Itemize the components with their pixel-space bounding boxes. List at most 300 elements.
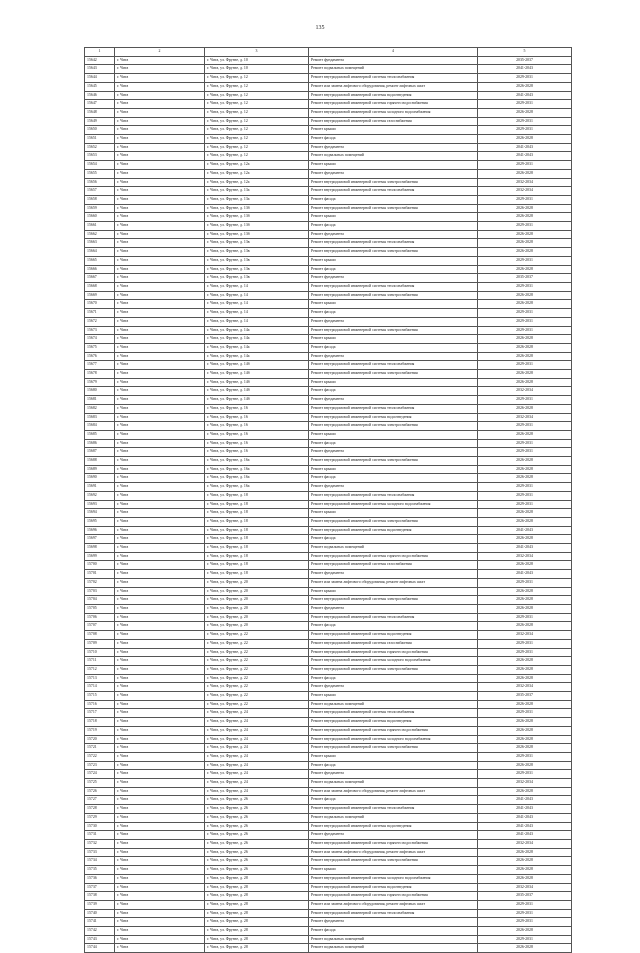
cell-number: 15694 (85, 509, 115, 518)
cell-work-type: Ремонт фасада (309, 439, 478, 448)
table-row (85, 100, 572, 109)
table-row (85, 726, 572, 735)
cell-number: 15671 (85, 309, 115, 318)
cell-number: 15665 (85, 256, 115, 265)
cell-address: г. Чита, ул. Фрунзе, д. 16а (205, 465, 309, 474)
cell-period: 2041-2043 (478, 65, 572, 74)
table-row (85, 631, 572, 640)
cell-address: г. Чита, ул. Фрунзе, д. 13в (205, 256, 309, 265)
cell-number: 15698 (85, 544, 115, 553)
cell-address: г. Чита, ул. Фрунзе, д. 12а (205, 178, 309, 187)
table-header-row (85, 48, 572, 57)
cell-period: 2032-2034 (478, 178, 572, 187)
table-row (85, 352, 572, 361)
cell-number: 15659 (85, 204, 115, 213)
cell-period: 2026-2028 (478, 430, 572, 439)
cell-period: 2026-2028 (478, 291, 572, 300)
table-row (85, 718, 572, 727)
cell-number: 15679 (85, 378, 115, 387)
cell-municipality: г. Чита (115, 82, 205, 91)
cell-address: г. Чита, ул. Фрунзе, д. 22 (205, 700, 309, 709)
cell-work-type: Ремонт крыши (309, 587, 478, 596)
table-row (85, 613, 572, 622)
table-row (85, 422, 572, 431)
column-header-work-type: 4 (309, 48, 478, 57)
cell-period: 2026-2028 (478, 82, 572, 91)
cell-work-type: Ремонт внутридомовой инженерной системы электроснабжения (309, 422, 478, 431)
cell-number: 15708 (85, 631, 115, 640)
cell-period: 2029-2031 (478, 222, 572, 231)
table-row (85, 404, 572, 413)
cell-number: 15742 (85, 927, 115, 936)
cell-work-type: Ремонт или замена лифтового оборудования, ремонт лифтовых шахт (309, 848, 478, 857)
cell-work-type: Ремонт внутридомовой инженерной системы электроснабжения (309, 857, 478, 866)
cell-municipality: г. Чита (115, 396, 205, 405)
cell-number: 15737 (85, 883, 115, 892)
cell-address: г. Чита, ул. Фрунзе, д. 10 (205, 65, 309, 74)
cell-municipality: г. Чита (115, 457, 205, 466)
cell-number: 15669 (85, 291, 115, 300)
table-body (85, 56, 572, 952)
cell-municipality: г. Чита (115, 448, 205, 457)
cell-work-type: Ремонт крыши (309, 256, 478, 265)
table-row (85, 700, 572, 709)
table-row (85, 430, 572, 439)
cell-number: 15723 (85, 761, 115, 770)
cell-address: г. Чита, ул. Фрунзе, д. 18 (205, 517, 309, 526)
cell-municipality: г. Чита (115, 222, 205, 231)
cell-period: 2035-2037 (478, 692, 572, 701)
cell-work-type: Ремонт крыши (309, 866, 478, 875)
cell-number: 15657 (85, 187, 115, 196)
cell-number: 15680 (85, 387, 115, 396)
cell-number: 15707 (85, 622, 115, 631)
cell-number: 15744 (85, 944, 115, 953)
cell-work-type: Ремонт фундамента (309, 683, 478, 692)
cell-period: 2032-2034 (478, 839, 572, 848)
table-row (85, 291, 572, 300)
cell-municipality: г. Чита (115, 639, 205, 648)
cell-work-type: Ремонт внутридомовой инженерной системы холодного водоснабжения (309, 874, 478, 883)
cell-municipality: г. Чита (115, 430, 205, 439)
cell-work-type: Ремонт крыши (309, 378, 478, 387)
cell-work-type: Ремонт фундамента (309, 770, 478, 779)
cell-municipality: г. Чита (115, 422, 205, 431)
table-row (85, 639, 572, 648)
cell-municipality: г. Чита (115, 491, 205, 500)
cell-address: г. Чита, ул. Фрунзе, д. 28 (205, 892, 309, 901)
table-row (85, 265, 572, 274)
cell-address: г. Чита, ул. Фрунзе, д. 12 (205, 100, 309, 109)
cell-municipality: г. Чита (115, 91, 205, 100)
cell-period: 2035-2037 (478, 56, 572, 65)
cell-address: г. Чита, ул. Фрунзе, д. 14б (205, 396, 309, 405)
cell-number: 15674 (85, 335, 115, 344)
cell-work-type: Ремонт внутридомовой инженерной системы водоотведения (309, 631, 478, 640)
cell-municipality: г. Чита (115, 317, 205, 326)
table-row (85, 474, 572, 483)
table-row (85, 692, 572, 701)
cell-work-type: Ремонт крыши (309, 430, 478, 439)
cell-period: 2026-2028 (478, 370, 572, 379)
cell-work-type: Ремонт крыши (309, 213, 478, 222)
table-row (85, 805, 572, 814)
cell-number: 15649 (85, 117, 115, 126)
cell-address: г. Чита, ул. Фрунзе, д. 24 (205, 787, 309, 796)
table-row (85, 483, 572, 492)
cell-work-type: Ремонт фасада (309, 796, 478, 805)
cell-number: 15731 (85, 831, 115, 840)
table-row (85, 552, 572, 561)
cell-work-type: Ремонт подвальных помещений (309, 152, 478, 161)
cell-address: г. Чита, ул. Фрунзе, д. 14б (205, 361, 309, 370)
table-row (85, 387, 572, 396)
cell-address: г. Чита, ул. Фрунзе, д. 28 (205, 935, 309, 944)
cell-work-type: Ремонт фасада (309, 135, 478, 144)
cell-work-type: Ремонт или замена лифтового оборудования, ремонт лифтовых шахт (309, 787, 478, 796)
column-header-number: 1 (85, 48, 115, 57)
cell-address: г. Чита, ул. Фрунзе, д. 13в (205, 239, 309, 248)
cell-municipality: г. Чита (115, 613, 205, 622)
cell-work-type: Ремонт фундамента (309, 169, 478, 178)
table-row (85, 570, 572, 579)
table-row (85, 152, 572, 161)
cell-period: 2026-2028 (478, 587, 572, 596)
cell-work-type: Ремонт внутридомовой инженерной системы теплоснабжения (309, 613, 478, 622)
cell-work-type: Ремонт внутридомовой инженерной системы горячего водоснабжения (309, 552, 478, 561)
cell-period: 2041-2043 (478, 91, 572, 100)
cell-work-type: Ремонт внутридомовой инженерной системы теплоснабжения (309, 361, 478, 370)
table-row (85, 335, 572, 344)
cell-period: 2026-2028 (478, 213, 572, 222)
cell-number: 15646 (85, 91, 115, 100)
cell-period: 2029-2031 (478, 483, 572, 492)
cell-municipality: г. Чита (115, 648, 205, 657)
cell-number: 15642 (85, 56, 115, 65)
cell-number: 15705 (85, 605, 115, 614)
cell-number: 15743 (85, 935, 115, 944)
cell-address: г. Чита, ул. Фрунзе, д. 12 (205, 74, 309, 83)
cell-work-type: Ремонт фундамента (309, 274, 478, 283)
cell-number: 15709 (85, 639, 115, 648)
cell-period: 2029-2031 (478, 500, 572, 509)
table-row (85, 596, 572, 605)
cell-period: 2029-2031 (478, 900, 572, 909)
cell-municipality: г. Чита (115, 874, 205, 883)
cell-work-type: Ремонт фундамента (309, 483, 478, 492)
cell-number: 15720 (85, 735, 115, 744)
cell-period: 2026-2028 (478, 457, 572, 466)
table-row (85, 761, 572, 770)
cell-municipality: г. Чита (115, 343, 205, 352)
cell-period: 2029-2031 (478, 361, 572, 370)
cell-address: г. Чита, ул. Фрунзе, д. 26 (205, 839, 309, 848)
cell-municipality: г. Чита (115, 657, 205, 666)
table-row (85, 509, 572, 518)
cell-period: 2026-2028 (478, 352, 572, 361)
table-row (85, 709, 572, 718)
cell-period: 2029-2031 (478, 126, 572, 135)
cell-work-type: Ремонт внутридомовой инженерной системы теплоснабжения (309, 909, 478, 918)
table-row (85, 117, 572, 126)
cell-municipality: г. Чита (115, 300, 205, 309)
cell-address: г. Чита, ул. Фрунзе, д. 28 (205, 918, 309, 927)
table-row (85, 439, 572, 448)
cell-work-type: Ремонт внутридомовой инженерной системы электроснабжения (309, 744, 478, 753)
cell-municipality: г. Чита (115, 718, 205, 727)
cell-number: 15652 (85, 143, 115, 152)
cell-municipality: г. Чита (115, 213, 205, 222)
cell-address: г. Чита, ул. Фрунзе, д. 24 (205, 726, 309, 735)
cell-work-type: Ремонт крыши (309, 300, 478, 309)
cell-number: 15683 (85, 413, 115, 422)
table-row (85, 161, 572, 170)
cell-number: 15662 (85, 230, 115, 239)
cell-work-type: Ремонт внутридомовой инженерной системы электроснабжения (309, 326, 478, 335)
cell-municipality: г. Чита (115, 918, 205, 927)
table-row (85, 657, 572, 666)
cell-address: г. Чита, ул. Фрунзе, д. 22 (205, 692, 309, 701)
cell-address: г. Чита, ул. Фрунзе, д. 20 (205, 596, 309, 605)
cell-number: 15681 (85, 396, 115, 405)
cell-address: г. Чита, ул. Фрунзе, д. 18 (205, 526, 309, 535)
cell-municipality: г. Чита (115, 944, 205, 953)
cell-municipality: г. Чита (115, 770, 205, 779)
cell-municipality: г. Чита (115, 439, 205, 448)
cell-period: 2041-2043 (478, 143, 572, 152)
cell-address: г. Чита, ул. Фрунзе, д. 13в (205, 265, 309, 274)
cell-work-type: Ремонт внутридомовой инженерной системы газоснабжения (309, 639, 478, 648)
cell-period: 2026-2028 (478, 848, 572, 857)
cell-number: 15718 (85, 718, 115, 727)
cell-number: 15644 (85, 74, 115, 83)
cell-number: 15699 (85, 552, 115, 561)
table-row (85, 74, 572, 83)
cell-period: 2026-2028 (478, 335, 572, 344)
cell-work-type: Ремонт внутридомовой инженерной системы водоотведения (309, 718, 478, 727)
cell-number: 15658 (85, 195, 115, 204)
cell-municipality: г. Чита (115, 674, 205, 683)
cell-period: 2026-2028 (478, 874, 572, 883)
cell-work-type: Ремонт фасада (309, 309, 478, 318)
cell-period: 2026-2028 (478, 230, 572, 239)
cell-work-type: Ремонт фасада (309, 674, 478, 683)
cell-period: 2026-2028 (478, 248, 572, 257)
cell-municipality: г. Чита (115, 866, 205, 875)
cell-number: 15668 (85, 282, 115, 291)
cell-address: г. Чита, ул. Фрунзе, д. 28 (205, 909, 309, 918)
cell-address: г. Чита, ул. Фрунзе, д. 22 (205, 639, 309, 648)
cell-work-type: Ремонт внутридомовой инженерной системы электроснабжения (309, 665, 478, 674)
cell-address: г. Чита, ул. Фрунзе, д. 20 (205, 578, 309, 587)
cell-address: г. Чита, ул. Фрунзе, д. 13в (205, 248, 309, 257)
cell-address: г. Чита, ул. Фрунзе, д. 14 (205, 317, 309, 326)
table-row (85, 126, 572, 135)
cell-municipality: г. Чита (115, 761, 205, 770)
cell-period: 2029-2031 (478, 613, 572, 622)
cell-address: г. Чита, ул. Фрунзе, д. 16а (205, 457, 309, 466)
cell-address: г. Чита, ул. Фрунзе, д. 12 (205, 135, 309, 144)
table-row (85, 256, 572, 265)
cell-number: 15725 (85, 779, 115, 788)
cell-number: 15739 (85, 900, 115, 909)
cell-address: г. Чита, ул. Фрунзе, д. 18 (205, 544, 309, 553)
cell-work-type: Ремонт внутридомовой инженерной системы горячего водоснабжения (309, 892, 478, 901)
cell-period: 2029-2031 (478, 396, 572, 405)
cell-work-type: Ремонт фундамента (309, 317, 478, 326)
table-row (85, 517, 572, 526)
cell-municipality: г. Чита (115, 752, 205, 761)
cell-period: 2029-2031 (478, 100, 572, 109)
cell-address: г. Чита, ул. Фрунзе, д. 24 (205, 752, 309, 761)
cell-municipality: г. Чита (115, 65, 205, 74)
cell-number: 15654 (85, 161, 115, 170)
cell-municipality: г. Чита (115, 744, 205, 753)
cell-municipality: г. Чита (115, 187, 205, 196)
cell-period: 2026-2028 (478, 300, 572, 309)
cell-period: 2029-2031 (478, 918, 572, 927)
cell-municipality: г. Чита (115, 735, 205, 744)
cell-number: 15726 (85, 787, 115, 796)
table-row (85, 230, 572, 239)
cell-work-type: Ремонт внутридомовой инженерной системы горячего водоснабжения (309, 648, 478, 657)
cell-work-type: Ремонт подвальных помещений (309, 813, 478, 822)
table-row (85, 143, 572, 152)
table-row (85, 648, 572, 657)
cell-municipality: г. Чита (115, 935, 205, 944)
cell-period: 2026-2028 (478, 700, 572, 709)
table-row (85, 752, 572, 761)
cell-number: 15666 (85, 265, 115, 274)
cell-municipality: г. Чита (115, 726, 205, 735)
cell-municipality: г. Чита (115, 352, 205, 361)
cell-period: 2026-2028 (478, 535, 572, 544)
table-row (85, 396, 572, 405)
cell-address: г. Чита, ул. Фрунзе, д. 26 (205, 857, 309, 866)
cell-number: 15710 (85, 648, 115, 657)
table-row (85, 370, 572, 379)
cell-address: г. Чита, ул. Фрунзе, д. 20 (205, 622, 309, 631)
table-row (85, 866, 572, 875)
cell-period: 2029-2031 (478, 309, 572, 318)
cell-work-type: Ремонт фундамента (309, 143, 478, 152)
table-row (85, 927, 572, 936)
cell-municipality: г. Чита (115, 326, 205, 335)
table-row (85, 169, 572, 178)
cell-work-type: Ремонт подвальных помещений (309, 944, 478, 953)
cell-address: г. Чита, ул. Фрунзе, д. 22 (205, 683, 309, 692)
cell-period: 2029-2031 (478, 752, 572, 761)
cell-work-type: Ремонт внутридомовой инженерной системы водоотведения (309, 91, 478, 100)
cell-address: г. Чита, ул. Фрунзе, д. 18 (205, 535, 309, 544)
cell-work-type: Ремонт крыши (309, 126, 478, 135)
cell-period: 2026-2028 (478, 718, 572, 727)
cell-period: 2026-2028 (478, 787, 572, 796)
cell-municipality: г. Чита (115, 535, 205, 544)
table-row (85, 935, 572, 944)
cell-work-type: Ремонт или замена лифтового оборудования, ремонт лифтовых шахт (309, 82, 478, 91)
cell-municipality: г. Чита (115, 787, 205, 796)
cell-number: 15648 (85, 108, 115, 117)
cell-number: 15713 (85, 674, 115, 683)
cell-period: 2041-2043 (478, 152, 572, 161)
cell-address: г. Чита, ул. Фрунзе, д. 12а (205, 161, 309, 170)
cell-period: 2029-2031 (478, 709, 572, 718)
cell-work-type: Ремонт внутридомовой инженерной системы теплоснабжения (309, 282, 478, 291)
cell-municipality: г. Чита (115, 143, 205, 152)
cell-period: 2029-2031 (478, 648, 572, 657)
cell-address: г. Чита, ул. Фрунзе, д. 12а (205, 169, 309, 178)
cell-period: 2026-2028 (478, 596, 572, 605)
cell-period: 2029-2031 (478, 491, 572, 500)
cell-work-type: Ремонт внутридомовой инженерной системы теплоснабжения (309, 491, 478, 500)
cell-number: 15738 (85, 892, 115, 901)
cell-address: г. Чита, ул. Фрунзе, д. 14 (205, 300, 309, 309)
cell-municipality: г. Чита (115, 813, 205, 822)
cell-address: г. Чита, ул. Фрунзе, д. 24 (205, 718, 309, 727)
cell-work-type: Ремонт фундамента (309, 448, 478, 457)
cell-municipality: г. Чита (115, 631, 205, 640)
table-row (85, 91, 572, 100)
table-row (85, 561, 572, 570)
cell-number: 15670 (85, 300, 115, 309)
cell-period: 2029-2031 (478, 935, 572, 944)
table-row (85, 448, 572, 457)
cell-number: 15643 (85, 65, 115, 74)
cell-work-type: Ремонт крыши (309, 509, 478, 518)
cell-address: г. Чита, ул. Фрунзе, д. 24 (205, 770, 309, 779)
cell-number: 15645 (85, 82, 115, 91)
cell-address: г. Чита, ул. Фрунзе, д. 14 (205, 282, 309, 291)
table-row (85, 857, 572, 866)
cell-address: г. Чита, ул. Фрунзе, д. 16а (205, 474, 309, 483)
cell-address: г. Чита, ул. Фрунзе, д. 18 (205, 561, 309, 570)
cell-work-type: Ремонт фасада (309, 222, 478, 231)
cell-period: 2026-2028 (478, 204, 572, 213)
table-row (85, 309, 572, 318)
cell-work-type: Ремонт подвальных помещений (309, 935, 478, 944)
cell-work-type: Ремонт или замена лифтового оборудования, ремонт лифтовых шахт (309, 900, 478, 909)
cell-municipality: г. Чита (115, 596, 205, 605)
table-row (85, 491, 572, 500)
cell-period: 2041-2043 (478, 813, 572, 822)
cell-municipality: г. Чита (115, 74, 205, 83)
cell-address: г. Чита, ул. Фрунзе, д. 13в (205, 274, 309, 283)
table-row (85, 944, 572, 953)
cell-period: 2026-2028 (478, 744, 572, 753)
cell-municipality: г. Чита (115, 230, 205, 239)
cell-period: 2041-2043 (478, 822, 572, 831)
cell-address: г. Чита, ул. Фрунзе, д. 12 (205, 126, 309, 135)
cell-municipality: г. Чита (115, 883, 205, 892)
cell-work-type: Ремонт фундамента (309, 56, 478, 65)
cell-municipality: г. Чита (115, 892, 205, 901)
cell-number: 15727 (85, 796, 115, 805)
cell-period: 2026-2028 (478, 866, 572, 875)
cell-work-type: Ремонт внутридомовой инженерной системы электроснабжения (309, 204, 478, 213)
cell-period: 2029-2031 (478, 909, 572, 918)
cell-address: г. Чита, ул. Фрунзе, д. 14 (205, 309, 309, 318)
capital-repair-table (84, 47, 572, 953)
cell-work-type: Ремонт крыши (309, 161, 478, 170)
cell-period: 2032-2034 (478, 552, 572, 561)
table-row (85, 56, 572, 65)
cell-period: 2026-2028 (478, 378, 572, 387)
table-row (85, 500, 572, 509)
cell-period: 2026-2028 (478, 509, 572, 518)
cell-work-type: Ремонт внутридомовой инженерной системы водоотведения (309, 883, 478, 892)
cell-address: г. Чита, ул. Фрунзе, д. 26 (205, 822, 309, 831)
